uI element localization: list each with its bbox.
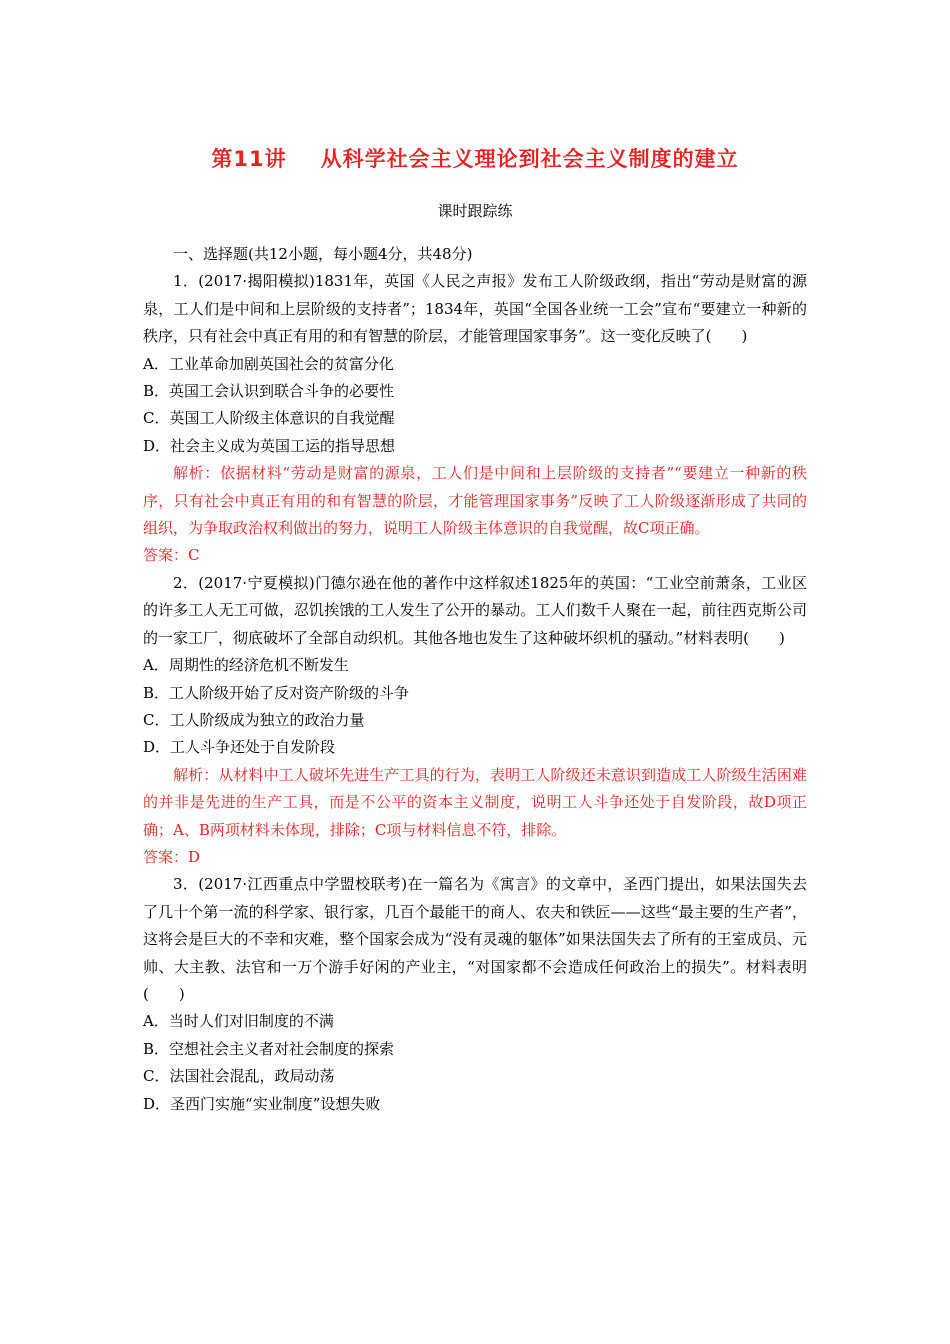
analysis-text: 解析：依据材料“劳动是财富的源泉，工人们是中间和上层阶级的支持者”“要建立一种新的秩序，只有社会中真正有用的和有智慧的阶层，才能管理国家事务”反映了工人阶级逐渐形成了共同的组织，为争取政治权利做出的努力，说明工人阶级主体意识的自我觉醒，故C项正确。: [143, 464, 807, 538]
option-d: D．工人斗争还处于自发阶段: [143, 738, 336, 757]
option-b: B．空想社会主义者对社会制度的探索: [143, 1039, 395, 1058]
question-stem: 2．(2017·宁夏模拟)门德尔逊在他的著作中这样叙述1825年的英国：“工业空前萧条，工业区的许多工人无工可做，忍饥挨饿的工人发生了公开的暴动。工人们数千人聚在一起，前往西克斯公司的一家工厂，彻底破坏了全部自动织机。其他各地也发生了这种破坏织机的骚动。”材料表明( ): [143, 573, 807, 647]
analysis-text: 解析：从材料中工人破坏先进生产工具的行为，表明工人阶级还未意识到造成工人阶级生活困难的并非是先进的生产工具，而是不公平的资本主义制度，说明工人斗争还处于自发阶段，故D项正确；A、B两项材料未体现，排除；C项与材料信息不符，排除。: [143, 765, 807, 839]
section-header: 一、选择题(共12小题，每小题4分，共48分): [173, 245, 473, 263]
question-stem: 1．(2017·揭阳模拟)1831年，英国《人民之声报》发布工人阶级政纲，指出“劳动是财富的源泉，工人们是中间和上层阶级的支持者”；1834年，英国“全国各业统一工会”宣布“要建立一种新的秩序，只有社会中真正有用的和有智慧的阶层，才能管理国家事务”。这一变化反映了( ): [143, 272, 807, 346]
option-a: A．周期性的经济危机不断发生: [143, 656, 349, 675]
option-c: C．工人阶级成为独立的政治力量: [143, 710, 365, 729]
option-b: B．工人阶级开始了反对资产阶级的斗争: [143, 683, 410, 702]
option-d: D．社会主义成为英国工运的指导思想: [143, 436, 396, 455]
lecture-topic: 从科学社会主义理论到社会主义制度的建立: [320, 147, 739, 171]
lecture-number: 第11讲: [211, 147, 287, 171]
page-title: [0, 143, 950, 173]
question-stem: 3．(2017·江西重点中学盟校联考)在一篇名为《寓言》的文章中，圣西门提出，如果法国失去了几十个第一流的科学家、银行家，几百个最能干的商人、农夫和铁匠——这些“最主要的生产者”，这将会是巨大的不幸和灾难，整个国家会成为“没有灵魂的躯体”如果法国失去了所有的王室成员、元帅、大主教、法官和一万个游手好闲的产业主，“对国家都不会造成任何政治上的损失”。材料表明( ): [143, 875, 807, 1003]
exercise-content: [143, 241, 807, 1118]
option-c: C．法国社会混乱，政局动荡: [143, 1067, 335, 1086]
answer-text: 答案：C: [143, 546, 200, 565]
option-a: A．工业革命加剧英国社会的贫富分化: [143, 354, 394, 373]
option-d: D．圣西门实施“实业制度”设想失败: [143, 1094, 381, 1113]
option-c: C．英国工人阶级主体意识的自我觉醒: [143, 409, 395, 428]
answer-text: 答案：D: [143, 847, 201, 866]
option-a: A．当时人们对旧制度的不满: [143, 1012, 334, 1031]
page-subtitle: 课时跟踪练: [437, 202, 513, 220]
option-b: B．英国工会认识到联合斗争的必要性: [143, 382, 395, 401]
